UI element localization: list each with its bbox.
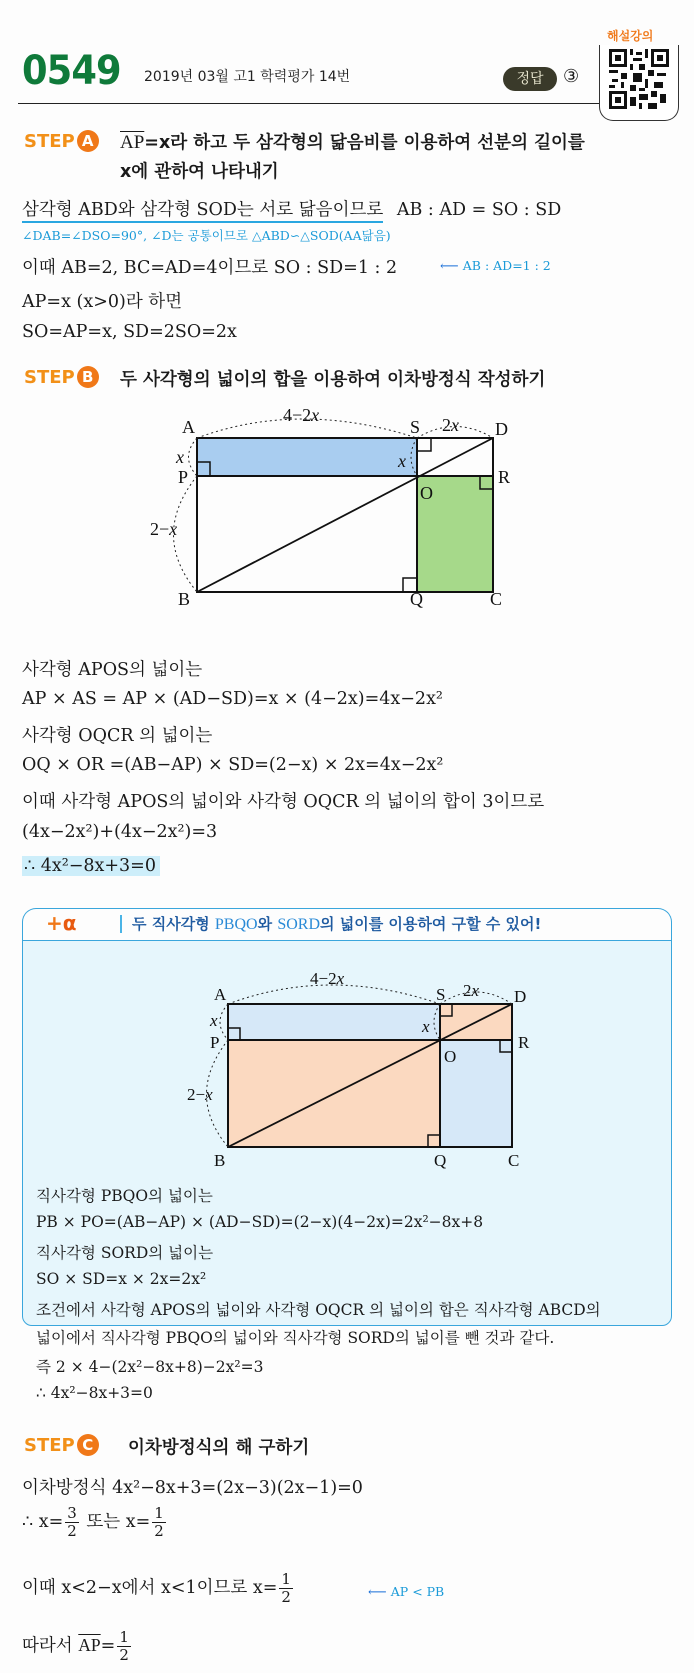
answer-badge: 정답 (503, 67, 557, 91)
tip-line7: 즉 2 × 4−(2x²−8x+8)−2x²=3 (36, 1358, 264, 1376)
svg-text:A: A (214, 985, 227, 1004)
step-c-badge (24, 1434, 99, 1456)
tip-rect-sord: SORD (277, 916, 320, 933)
svg-text:2−x: 2−x (150, 519, 178, 539)
tip-line3: 직사각형 SORD의 넓이는 (36, 1244, 214, 1262)
tip-line6: 넓이에서 직사각형 PBQO의 넓이와 직사각형 SORD의 넓이를 뺀 것과 같다. (36, 1329, 555, 1347)
fraction (152, 1506, 166, 1539)
similarity-note: ∠DAB=∠DSO=90°, ∠D는 공통이므로 △ABD∽△SOD(AA닮음) (22, 228, 391, 243)
question-number: 0549 (22, 48, 121, 94)
svg-text:Q: Q (410, 589, 423, 609)
step-c-line4 (22, 1630, 133, 1663)
tip-rect-pbqo: PBQO (214, 916, 258, 933)
step-c-line1: 이차방정식 4x²−8x+3=(2x−3)(2x−1)=0 (22, 1478, 363, 1498)
condition-note (368, 1584, 444, 1600)
tip-line5: 조건에서 사각형 APOS의 넓이와 사각형 OQCR 의 넓이의 합은 직사각형 ABCD의 (36, 1301, 601, 1319)
step-a-line4: SO=AP=x, SD=2SO=2x (22, 322, 237, 342)
svg-text:x: x (398, 451, 406, 471)
step-c-line2 (22, 1506, 168, 1539)
step-a-badge (24, 130, 99, 152)
step-b-line5: 이때 사각형 APOS의 넓이와 사각형 OQCR 의 넓이의 합이 3이므로 (22, 792, 545, 812)
answer-value: ③ (563, 66, 580, 87)
svg-text:4−2x: 4−2x (310, 969, 345, 988)
step-a-line2: 이때 AB=2, BC=AD=4이므로 SO : SD=1 : 2 (22, 258, 398, 278)
tip-divider (120, 915, 122, 933)
rectangle-diagram-2 (170, 960, 550, 1180)
ratio-note (440, 258, 551, 274)
question-source: 2019년 03월 고1 학력평가 14번 (144, 69, 351, 85)
step-c-line3 (22, 1572, 295, 1605)
svg-text:A: A (182, 417, 195, 437)
tip-title-part: 와 (257, 915, 278, 933)
arrow-left-icon: ⟵ (368, 1585, 391, 1600)
tip-title-part: 두 직사각형 (132, 915, 215, 933)
svg-text:2x: 2x (463, 981, 480, 1000)
numerator: 3 (67, 1504, 77, 1522)
svg-text:4−2x: 4−2x (283, 405, 320, 425)
svg-text:P: P (210, 1033, 220, 1052)
svg-text:O: O (420, 483, 433, 503)
step-letter: A (77, 130, 99, 152)
fraction (117, 1630, 131, 1663)
solution-prefix: ∴ x= (22, 1512, 64, 1532)
svg-text:x: x (422, 1017, 430, 1036)
header-divider (18, 103, 608, 104)
numerator: 1 (281, 1570, 291, 1588)
step-letter: C (77, 1434, 99, 1456)
qr-code-icon[interactable] (609, 48, 669, 110)
solution-or: 또는 x= (80, 1512, 151, 1532)
svg-text:R: R (518, 1033, 530, 1052)
condition-text: 이때 x<2−x에서 x<1이므로 x= (22, 1578, 278, 1598)
svg-text:P: P (178, 467, 189, 487)
svg-text:B: B (214, 1151, 226, 1170)
step-b-line1: 사각형 APOS의 넓이는 (22, 660, 203, 680)
svg-text:S: S (410, 417, 421, 437)
denominator: 2 (281, 1588, 291, 1606)
fraction (279, 1572, 293, 1605)
svg-text:Q: Q (434, 1151, 447, 1170)
arrow-left-icon: ⟵ (440, 259, 463, 274)
step-a-title (120, 129, 585, 154)
step-a-line1 (22, 196, 561, 221)
svg-text:B: B (178, 589, 191, 609)
svg-text:R: R (498, 467, 511, 487)
similarity-statement: 삼각형 ABD와 삼각형 SOD는 서로 닮음이므로 (22, 200, 383, 223)
step-label: STEP (24, 131, 75, 152)
segment-ap: $\overline{AP}$ (78, 1635, 101, 1655)
denominator: 2 (119, 1646, 129, 1664)
step-a-line3: AP=x (x>0)라 하면 (22, 292, 183, 312)
rectangle-diagram-1 (140, 405, 540, 625)
numerator: 1 (119, 1628, 129, 1646)
step-label: STEP (24, 1435, 75, 1456)
svg-text:2−x: 2−x (187, 1085, 213, 1104)
plus-icon: + (46, 911, 63, 935)
svg-text:x: x (210, 1011, 218, 1030)
svg-text:C: C (490, 589, 503, 609)
svg-text:2x: 2x (442, 415, 459, 435)
tip-title (132, 913, 541, 934)
ratio-statement: AB : AD = SO : SD (396, 200, 562, 220)
svg-text:D: D (514, 987, 527, 1006)
equals: = (100, 1636, 116, 1656)
numerator: 1 (154, 1504, 164, 1522)
step-b-line3: 사각형 OQCR 의 넓이는 (22, 726, 213, 746)
tip-line2: PB × PO=(AB−AP) × (AD−SD)=(2−x)(4−2x)=2x²−8x+8 (36, 1213, 484, 1231)
condition-note-text: AP < PB (390, 1584, 445, 1599)
tip-line4: SO × SD=x × 2x=2x² (36, 1270, 207, 1288)
step-a-title-line1: =x라 하고 두 삼각형의 닮음비를 이용하여 선분의 길이를 (144, 133, 585, 153)
svg-text:x: x (176, 447, 184, 467)
svg-text:D: D (495, 419, 508, 439)
qr-label: 해설강의 (607, 29, 654, 43)
step-b-badge (24, 366, 99, 388)
ratio-note-text: AB : AD=1 : 2 (462, 258, 551, 273)
denominator: 2 (154, 1522, 164, 1540)
step-label: STEP (24, 367, 75, 388)
alpha-icon: α (62, 911, 77, 935)
fraction (65, 1506, 79, 1539)
plus-alpha-icon (46, 911, 77, 935)
tip-line8: ∴ 4x²−8x+3=0 (36, 1384, 153, 1402)
step-b-line4: OQ × OR =(AB−AP) × SD=(2−x) × 2x=4x−2x² (22, 755, 444, 775)
svg-text:O: O (444, 1047, 457, 1066)
step-a-title-line2: x에 관하여 나타내기 (120, 162, 279, 182)
tip-line1: 직사각형 PBQO의 넓이는 (36, 1187, 213, 1205)
step-c-title: 이차방정식의 해 구하기 (128, 1438, 310, 1458)
denominator: 2 (67, 1522, 77, 1540)
step-letter: B (77, 366, 99, 388)
equation-highlight: ∴ 4x²−8x+3=0 (22, 856, 160, 876)
step-b-line6: (4x−2x²)+(4x−2x²)=3 (22, 822, 218, 842)
segment-ap: $\overline{AP}$ (120, 132, 145, 153)
step-b-line2: AP × AS = AP × (AD−SD)=x × (4−2x)=4x−2x² (22, 689, 443, 709)
step-b-result (22, 856, 160, 876)
step-b-title: 두 사각형의 넓이의 합을 이용하여 이차방정식 작성하기 (120, 370, 546, 390)
tip-title-part: 의 넓이를 이용하여 구할 수 있어! (320, 915, 542, 933)
svg-text:C: C (508, 1151, 520, 1170)
svg-text:S: S (436, 985, 446, 1004)
final-prefix: 따라서 (22, 1636, 79, 1656)
